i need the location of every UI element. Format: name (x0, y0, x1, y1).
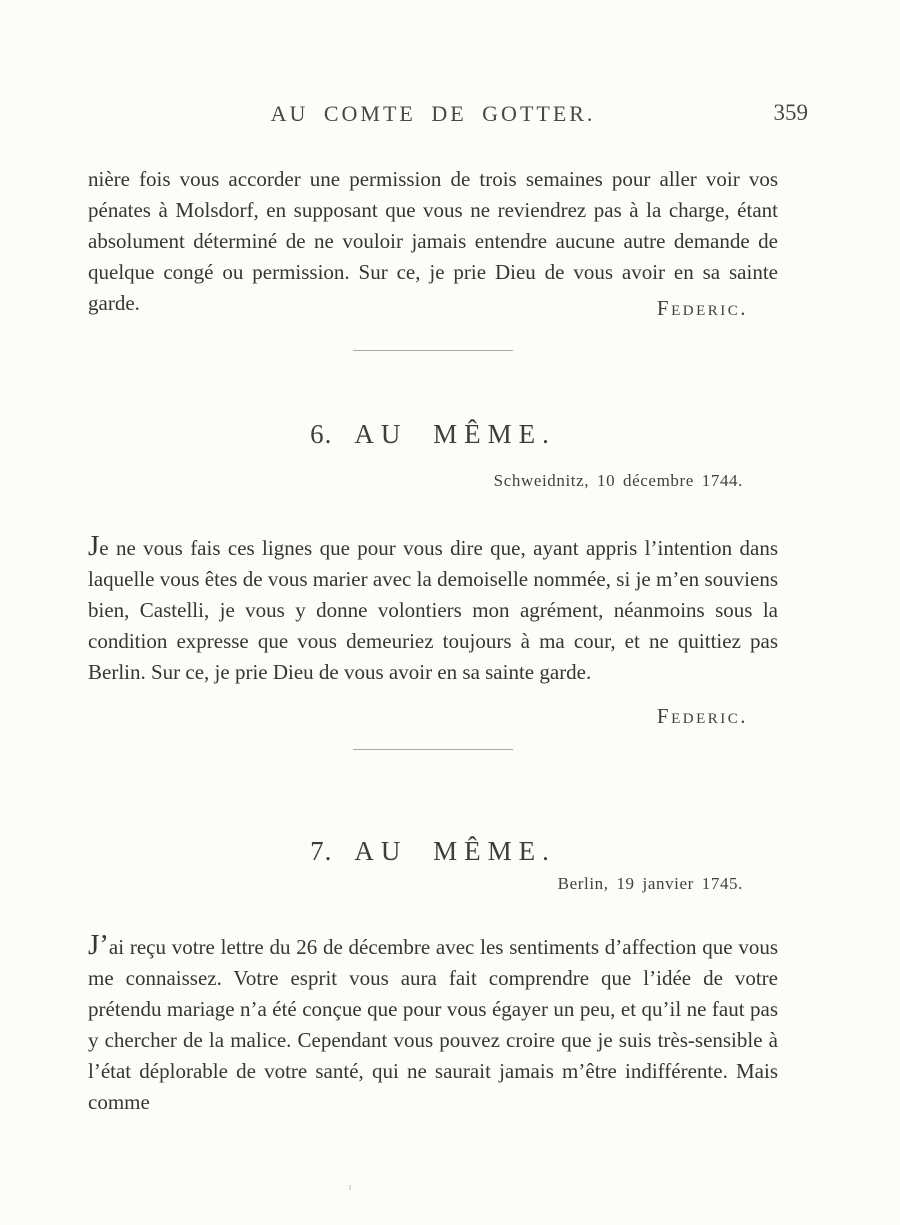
letter-number: 6. (310, 419, 333, 449)
scan-artifact (349, 1185, 351, 1190)
letter-6-heading (88, 419, 778, 450)
letter-title: AU MÊME. (354, 836, 556, 866)
page-number: 359 (773, 100, 808, 125)
letter-signature: Federic. (656, 704, 748, 728)
running-header: AU COMTE DE GOTTER. (270, 101, 596, 126)
letter-continuation-body: nière fois vous accorder une permission de trois semaines pour aller voir vos pénates à Molsdorf, en supposant que vous ne reviendrez pas à la charge, étant absolument déterminé de ne vouloir jamais entendre aucune autre demande de quelque congé ou permission. Sur ce, je prie Dieu de vous avoir en sa sainte garde. (88, 167, 778, 315)
section-divider (353, 350, 513, 351)
section-divider (353, 749, 513, 750)
letter-7-heading (88, 836, 778, 867)
letter-dateline: Berlin, 19 janvier 1745. (557, 874, 743, 893)
letter-signature: Federic. (656, 296, 748, 320)
letter-dateline: Schweidnitz, 10 décembre 1744. (493, 471, 743, 490)
letter-title: AU MÊME. (354, 419, 556, 449)
letter-6-body: Je ne vous fais ces lignes que pour vous dire que, ayant appris l’intention dans laquelle vous êtes de vous marier avec la demoiselle nommée, si je m’en souviens bien, Castelli, je vous y donne volontiers mon agrément, néanmoins sous la condition expresse que vous demeuriez toujours à ma cour, et ne quittiez pas Berlin. Sur ce, je prie Dieu de vous avoir en sa sainte garde. (88, 530, 778, 684)
letter-7-body: J’ai reçu votre lettre du 26 de décembre avec les sentiments d’affection que vous me connaissez. Votre esprit vous aura fait comprendre que l’idée de votre prétendu mariage n’a été conçue que pour vous égayer un peu, et qu’il ne faut pas y chercher de la malice. Cependant vous pouvez croire que je suis très-sensible à l’état déplorable de votre santé, qui ne saurait jamais m’être indifférente. Mais comme (88, 929, 778, 1114)
letter-number: 7. (310, 836, 333, 866)
